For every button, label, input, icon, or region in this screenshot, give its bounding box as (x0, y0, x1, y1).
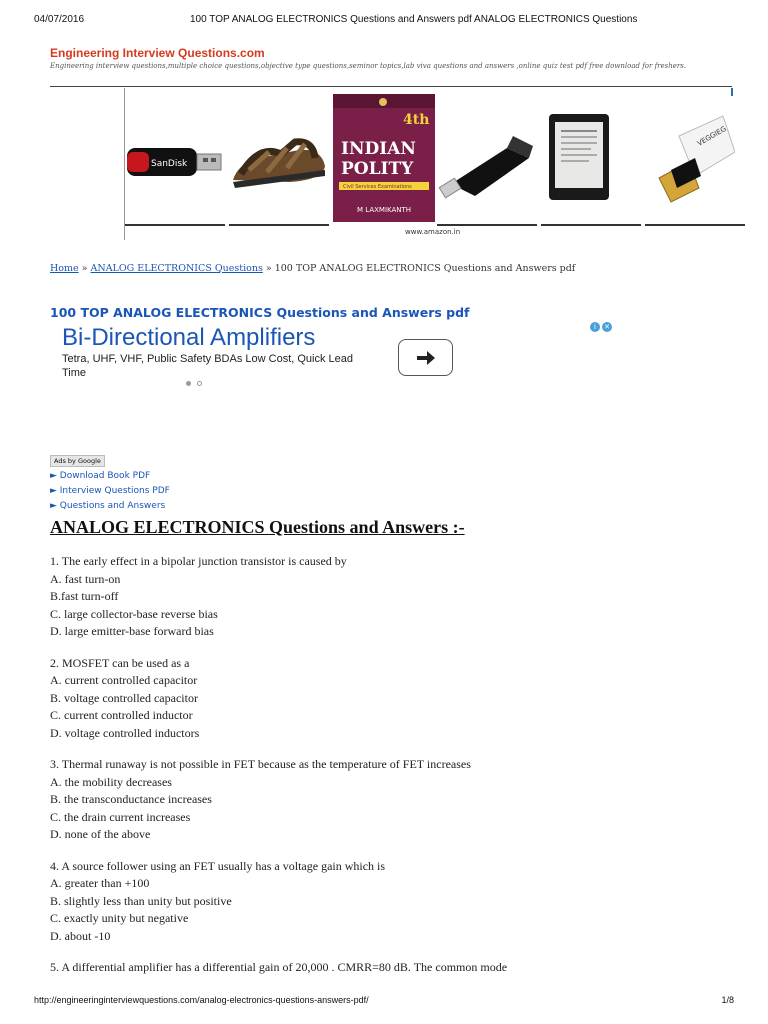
print-date: 04/07/2016 (34, 14, 85, 25)
banner-corner-mark (731, 88, 733, 96)
answer-option: D. about -10 (50, 928, 111, 943)
usb-brand-text: SanDisk (151, 159, 188, 169)
banner-caption[interactable]: www.amazon.in (405, 228, 461, 236)
answer-option: A. greater than +100 (50, 876, 150, 890)
book-subtitle: Civil Services Examinations (343, 184, 412, 190)
answer-option: D. none of the above (50, 827, 151, 841)
product-book[interactable] (333, 94, 433, 224)
hdmi-connector-icon (645, 96, 735, 222)
question-text: 3. Thermal runaway is not possible in FET because as the temperature of FET increases (50, 757, 471, 771)
header-divider (50, 86, 732, 87)
question-item (50, 655, 730, 743)
ad-choices[interactable] (590, 322, 614, 333)
answer-option: B.fast turn-off (50, 589, 119, 603)
product-divider (645, 224, 745, 226)
ad-link-item (50, 484, 170, 499)
book-edition: 4th (403, 112, 430, 128)
product-divider (437, 224, 537, 226)
print-url: http://engineeringinterviewquestions.com/analog-electronics-questions-answers-pdf/ (34, 995, 369, 1005)
ads-by-google-label[interactable]: Ads by Google (50, 455, 105, 467)
print-footer (0, 995, 768, 1009)
answer-option: C. exactly unity but negative (50, 911, 189, 925)
product-divider (125, 224, 225, 226)
ad-close-icon[interactable]: ✕ (602, 322, 612, 332)
product-hdmi-connector[interactable] (645, 96, 745, 226)
product-banner (124, 88, 733, 240)
answer-option: B. slightly less than unity but positive (50, 893, 232, 908)
breadcrumb-home-link[interactable]: Home (50, 263, 79, 274)
ad-link-questions-answers[interactable]: ► Questions and Answers (50, 501, 166, 511)
breadcrumb (50, 263, 575, 274)
answer-option: C. the drain current increases (50, 809, 191, 824)
answer-option: D. voltage controlled inductors (50, 725, 200, 740)
print-doc-title: 100 TOP ANALOG ELECTRONICS Questions and Answers pdf ANALOG ELECTRONICS Questions (190, 14, 638, 25)
connector-brand-text: VEGGIEG (696, 124, 728, 148)
ad-link-interview-questions[interactable]: ► Interview Questions PDF (50, 486, 170, 496)
product-ebook-reader[interactable] (541, 96, 641, 226)
ad-info-icon[interactable]: i (590, 322, 600, 332)
ad-unit[interactable] (60, 322, 615, 397)
question-item (50, 553, 730, 641)
question-item (50, 756, 730, 844)
ad-dot-active[interactable] (186, 381, 191, 386)
breadcrumb-separator: » (265, 263, 272, 274)
book-cover-icon (333, 94, 435, 222)
product-divider (229, 224, 329, 226)
question-item (50, 858, 730, 946)
book-title-2: POLITY (341, 159, 414, 179)
site-tagline: Engineering interview questions,multiple choice questions,objective type questions,seminor topics,lab viva questions and answers ,online quiz test pdf free download for freshers. (50, 62, 687, 70)
question-text: 5. A differential amplifier has a differential gain of 20,000 . CMRR=80 dB. The common mode (50, 960, 508, 974)
answer-option: A. fast turn-on (50, 571, 121, 586)
book-author: M LAXMIKANTH (357, 206, 412, 214)
answer-option: A. the mobility decreases (50, 774, 172, 789)
question-text: 2. MOSFET can be used as a (50, 655, 190, 670)
ad-headline[interactable]: Bi-Directional Amplifiers (62, 324, 316, 351)
answer-option: A. current controlled capacitor (50, 673, 198, 687)
print-header (0, 14, 768, 28)
product-divider (541, 224, 641, 226)
usb-drive-icon (125, 96, 225, 222)
answer-option: C. current controlled inductor (50, 708, 193, 722)
question-text: 4. A source follower using an FET usually has a voltage gain which is (50, 858, 386, 873)
ad-body[interactable]: Tetra, UHF, VHF, Public Safety BDAs Low Cost, Quick Lead Time (62, 353, 354, 379)
answer-option: D. large emitter-base forward bias (50, 624, 214, 638)
ad-dot[interactable] (197, 381, 202, 386)
question-text: 1. The early effect in a bipolar junction transistor is caused by (50, 554, 347, 568)
answer-option: B. voltage controlled capacitor (50, 690, 198, 705)
book-title-1: INDIAN (341, 139, 416, 159)
questions-list (50, 553, 730, 991)
answer-option: B. the transconductance increases (50, 792, 212, 806)
hdmi-adapter-icon (437, 96, 537, 222)
breadcrumb-category-link[interactable]: ANALOG ELECTRONICS Questions (90, 263, 263, 274)
post-title[interactable]: 100 TOP ANALOG ELECTRONICS Questions and Answers pdf (50, 305, 470, 320)
product-usb-drive[interactable] (125, 96, 225, 226)
product-sandal[interactable] (229, 96, 329, 226)
question-item (50, 959, 730, 977)
ad-link-item (50, 499, 170, 514)
section-heading: ANALOG ELECTRONICS Questions and Answers :- (50, 517, 465, 537)
answer-option: C. large collector-base reverse bias (50, 606, 218, 621)
product-hdmi-adapter[interactable] (437, 96, 537, 226)
ebook-reader-icon (541, 96, 641, 222)
arrow-right-icon (417, 351, 435, 365)
sandal-icon (229, 96, 329, 222)
site-title[interactable]: Engineering Interview Questions.com (50, 46, 265, 60)
ad-links-list (50, 469, 170, 514)
ad-pagination (186, 381, 202, 386)
print-page-number: 1/8 (721, 995, 734, 1005)
ad-arrow-button[interactable] (398, 339, 453, 376)
breadcrumb-separator: » (81, 263, 88, 274)
ad-link-item (50, 469, 170, 484)
ad-link-download-book[interactable]: ► Download Book PDF (50, 471, 151, 481)
breadcrumb-current: 100 TOP ANALOG ELECTRONICS Questions and Answers pdf (274, 263, 576, 274)
